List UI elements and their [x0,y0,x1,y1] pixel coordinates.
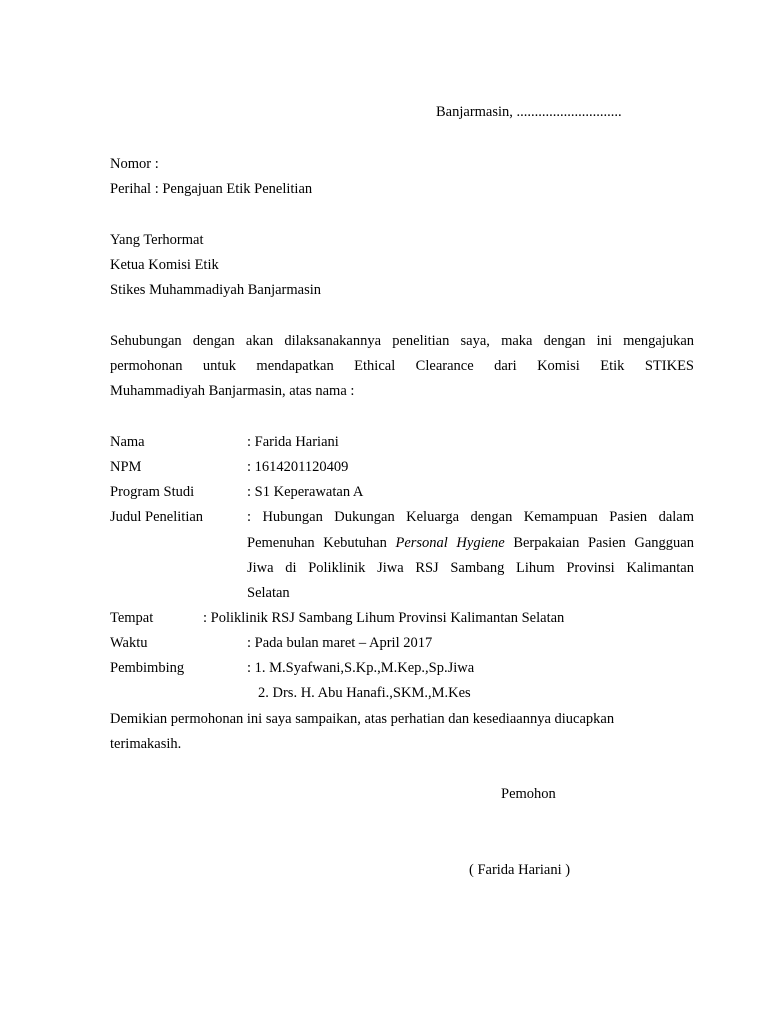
judul-line-2 [247,534,694,552]
nomor-line: Nomor : [110,156,159,172]
prodi-label: Program Studi [110,484,195,500]
place-date: Banjarmasin, ............................. [436,104,622,120]
tempat-value: : Poliklinik RSJ Sambang Lihum Provinsi Kalimantan Selatan [203,610,565,626]
waktu-value: : Pada bulan maret – April 2017 [247,635,433,651]
tempat-label: Tempat [110,610,154,626]
intro-line-3: Muhammadiyah Banjarmasin, atas nama : [110,383,355,399]
judul-line-4: Selatan [247,585,290,601]
recipient-institution: Stikes Muhammadiyah Banjarmasin [110,282,322,298]
intro-line-1: Sehubungan dengan akan dilaksanakannya penelitian saya, maka dengan ini mengajukan [110,333,694,349]
judul-line-1: : Hubungan Dukungan Keluarga dengan Kemampuan Pasien dalam [247,509,694,525]
pembimbing-label: Pembimbing [110,660,185,676]
judul-line-2-start: Pemenuhan Kebutuhan [247,535,387,551]
prodi-value: : S1 Keperawatan A [247,484,364,500]
waktu-label: Waktu [110,635,148,651]
pembimbing-2: 2. Drs. H. Abu Hanafi.,SKM.,M.Kes [258,685,471,701]
recipient-title: Ketua Komisi Etik [110,257,219,273]
npm-value: : 1614201120409 [247,459,349,475]
pembimbing-1: : 1. M.Syafwani,S.Kp.,M.Kep.,Sp.Jiwa [247,660,475,676]
judul-line-2-italic: Personal Hygiene [395,535,505,551]
intro-line-2: permohonan untuk mendapatkan Ethical Clearance dari Komisi Etik STIKES [110,358,694,374]
npm-label: NPM [110,459,142,475]
signature-role: Pemohon [501,786,556,802]
judul-line-2-end: Berpakaian Pasien Gangguan [513,535,694,551]
recipient-greeting: Yang Terhormat [110,232,204,248]
closing-line-2: terimakasih. [110,736,182,752]
perihal-line: Perihal : Pengajuan Etik Penelitian [110,181,313,197]
judul-line-3: Jiwa di Poliklinik Jiwa RSJ Sambang Lihum Provinsi Kalimantan [247,560,694,576]
signature-name: ( Farida Hariani ) [469,862,571,878]
closing-line-1: Demikian permohonan ini saya sampaikan, atas perhatian dan kesediaannya diucapkan [110,711,615,727]
nama-value: : Farida Hariani [247,434,339,450]
nama-label: Nama [110,434,145,450]
judul-label: Judul Penelitian [110,509,204,525]
